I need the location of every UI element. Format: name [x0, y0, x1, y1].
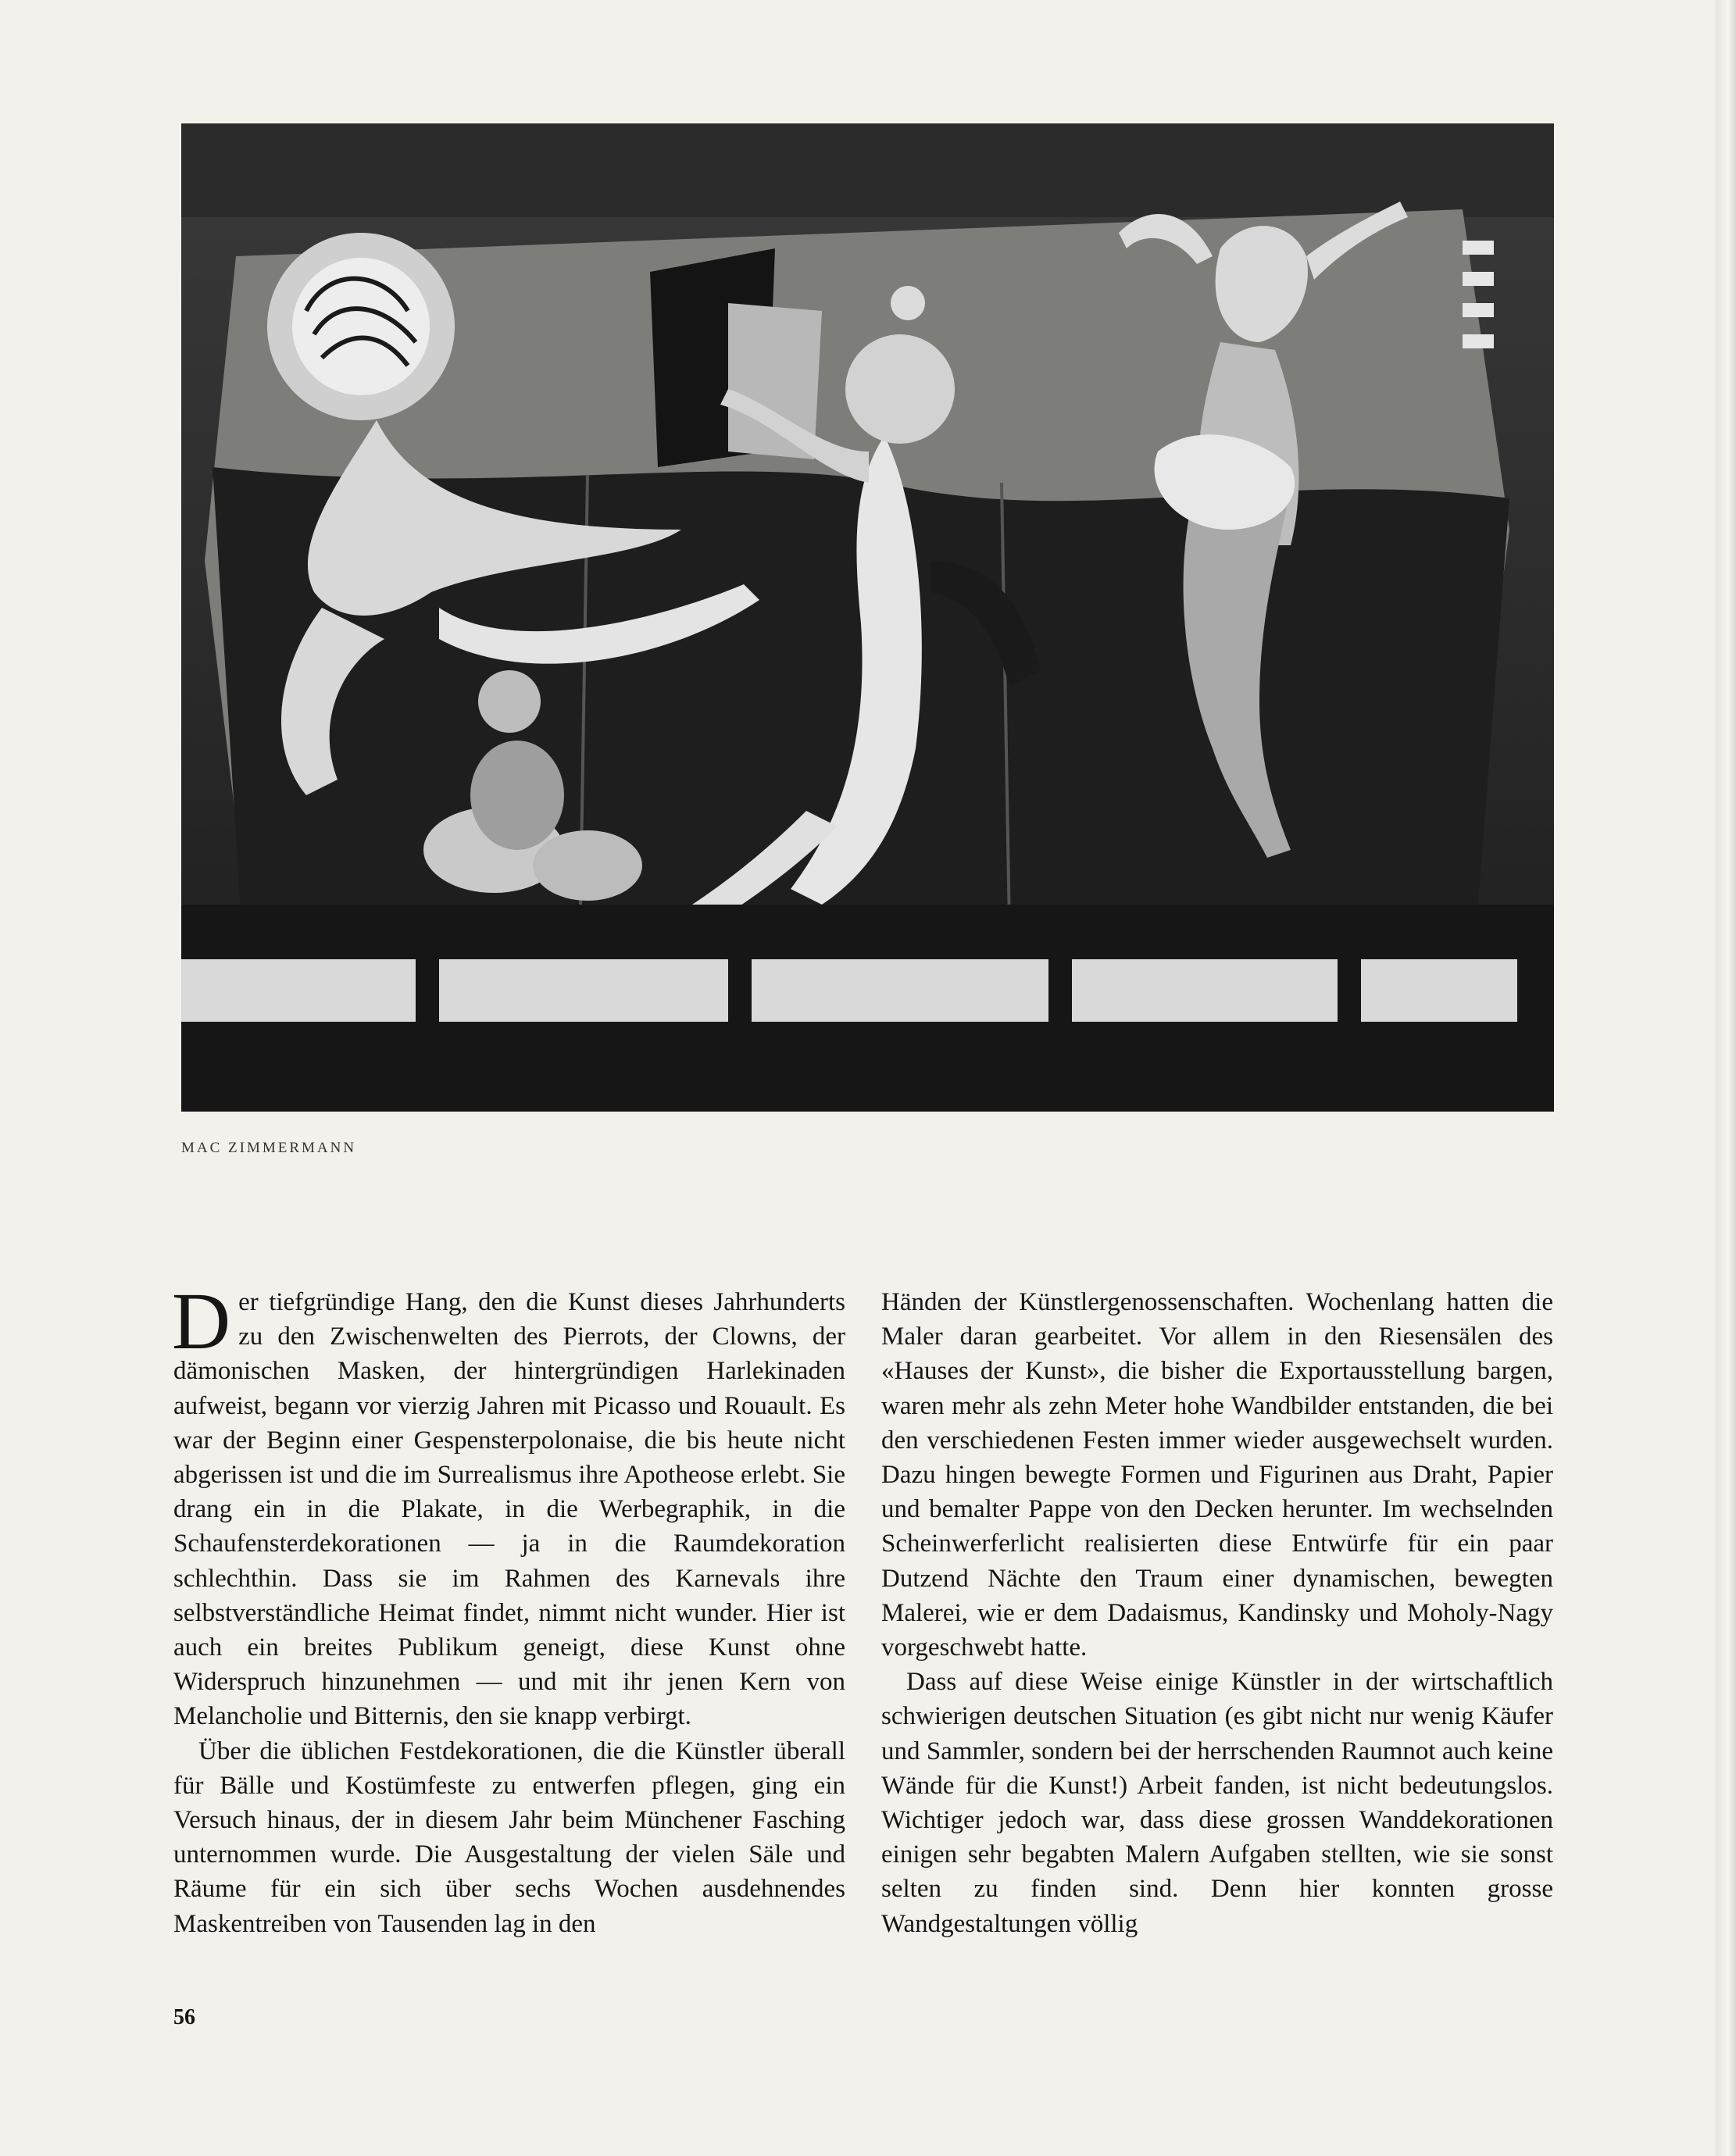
page-edge [1716, 0, 1736, 2156]
article-column-left [172, 1276, 845, 1941]
paragraph: Über die üblichen Festdekorationen, die die Künstler überall für Bälle und Kostümfeste zu entwerfen pflegen, ging ein Versuch hinaus, der in diesem Jahr beim Münchener Fasching unternommen wurde. Die Ausgestaltung der vielen Säle und Räume für ein sich über sechs Wochen ausdehnendes Maskentreiben von Tausenden lag in den [173, 1737, 845, 1938]
paragraph: Händen der Künstlergenossenschaften. Wochenlang hatten die Maler daran gearbeitet. Vor allem in den Riesensälen des «Hauses der Kunst», die bisher die Exportausstellung bargen, waren mehr als zehn Meter hohe Wandbilder entstanden, die bei den verschiedenen Festen immer wieder ausgewechselt wurden. Dazu hingen bewegte Formen und Figurinen aus Draht, Papier und bemalter Pappe von den Decken herunter. Im wechselnden Scheinwerferlicht realisierten diese Entwürfe für ein paar Dutzend Nächte den Traum einer dynamischen, bewegten Malerei, wie er dem Dadaismus, Kandinsky und Moholy-Nagy vorgeschwebt hatte. [881, 1288, 1553, 1662]
paragraph-intro-text: er tiefgründige Hang, den die Kunst dieses Jahrhunderts zu den Zwischenwelten des Pierrots, der Clowns, der dämonischen Masken, der hintergründigen Harlekinaden aufweist, begann vor vierzig Jahren mit Picasso und Rouault. Es war der Beginn einer Gespensterpolonaise, die bis heute nicht abgerissen ist und die im Surrealismus ihre Apotheose erlebt. Sie drang ein in die Plakate, in die Werbegraphik, in die Schaufensterdekorationen — ja in die Raumdekoration schlechthin. Dass sie im Rahmen des Karnevals ihre selbstverständliche Heimat findet, nimmt nicht wunder. Hier ist auch ein breites Publikum geneigt, diese Kunst ohne Widerspruch hinzunehmen — und mit ihr jenen Kern von Melancholie und Bitternis, den sie knapp verbirgt. [173, 1288, 845, 1731]
mural-illustration [181, 123, 1554, 1112]
drop-cap: D [172, 1276, 231, 1366]
page-number: 56 [173, 2005, 195, 2029]
paragraph-intro [172, 1276, 845, 1734]
paragraph: Dass auf diese Weise einige Künstler in der wirtschaftlich schwierigen deutschen Situation (es gibt nicht nur wenig Käufer und Sammler, sondern bei der herrschenden Raumnot auch keine Wände für die Kunst!) Arbeit fanden, ist nicht bedeutungslos. Wichtiger jedoch war, dass diese grossen Wanddekorationen einigen sehr begabten Malern Aufgaben stellten, wie sie sonst selten zu finden sind. Denn hier konnten grosse Wandgestaltungen völlig [881, 1668, 1553, 1938]
photo-credit: MAC ZIMMERMANN [181, 1140, 357, 1156]
mural-photograph [181, 123, 1554, 1112]
article-column-right [881, 1285, 1553, 1941]
